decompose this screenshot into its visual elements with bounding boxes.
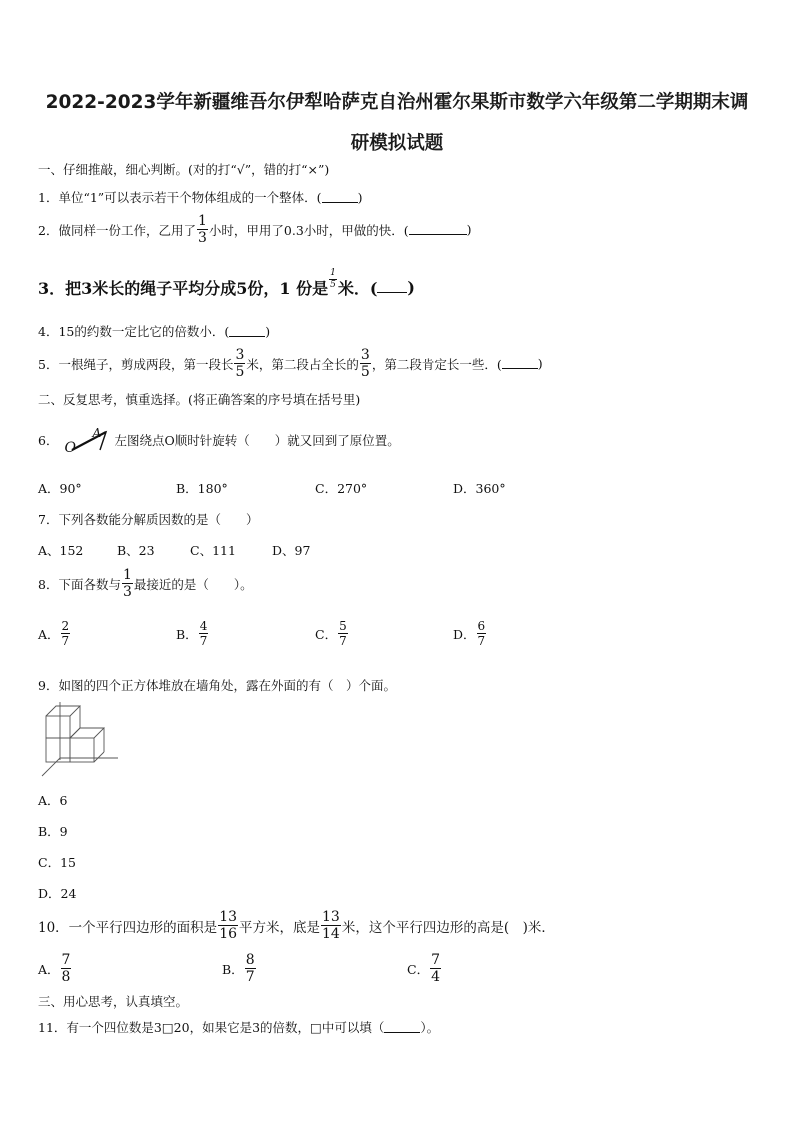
cubes-corner-figure [36,700,126,780]
question-6-text: 左图绕点O顺时针旋转（ ）就又回到了原位置。 [114,433,400,448]
question-10-pre: 10．一个平行四边形的面积是 [38,919,218,936]
question-8-pre: 8．下面各数与 [38,576,121,592]
point-a-label: A [92,426,102,440]
fraction [61,620,71,647]
fraction [360,348,371,379]
numerator: 1 [330,268,336,278]
paren-close: ）。 [420,1020,440,1035]
option-c[interactable] [407,953,442,984]
numerator: 4 [199,619,208,633]
option-a[interactable] [38,953,72,984]
question-10-post: 米，这个平行四边形的高是( )米． [341,919,555,936]
denominator: 16 [219,926,238,942]
numerator: 13 [219,909,238,925]
numerator: 13 [322,909,340,925]
answer-blank[interactable] [384,1022,420,1033]
option-label: A． [38,626,60,642]
page-title: 2022-2023学年新疆维吾尔伊犁哈萨克自治州霍尔果斯市数学六年级第二学期期末调 [45,92,749,113]
question-10-mid: 平方米，底是 [239,919,321,936]
answer-blank[interactable] [322,192,358,203]
question-4 [38,322,270,340]
denominator: 3 [122,584,132,600]
denominator: 8 [61,969,71,985]
paren-close: ) [537,356,543,371]
option-d[interactable]: D．24 [38,886,77,901]
denominator: 5 [235,364,245,380]
fraction [199,620,209,647]
section-3-heading: 三、用心思考，认真填空。 [38,994,189,1009]
option-label: A． [38,961,60,977]
option-label: B． [176,626,198,642]
question-5-post: ，第二段肯定长一些．( [371,356,502,372]
denominator: 14 [322,926,340,942]
paren-close: ) [265,323,271,339]
denominator: 4 [431,969,440,985]
paren-close: ) [357,189,363,205]
fraction [122,568,133,599]
numerator: 2 [61,619,70,633]
answer-blank[interactable] [377,282,407,293]
question-6-number: 6． [38,433,59,448]
section-1-heading: 一、仔细推敲，细心判断。(对的打“√”，错的打“×”) [38,162,330,177]
numerator: 1 [197,213,207,229]
question-9: 9．如图的四个正方体堆放在墙角处，露在外面的有（ ）个面。 [38,678,396,693]
option-b[interactable]: B、23 [117,543,155,558]
option-a[interactable]: A、152 [38,543,84,558]
option-b[interactable] [222,953,257,984]
denominator: 5 [330,280,336,290]
answer-blank[interactable] [229,326,265,337]
option-label: C． [407,961,430,977]
fraction [234,348,245,379]
answer-blank[interactable] [409,224,467,235]
denominator: 7 [339,634,347,648]
question-3-pre: 3．把3米长的绳子平均分成5份，1 份是 [38,279,329,298]
option-a[interactable] [38,620,71,647]
fraction [338,620,348,647]
question-2-pre: 2．做同样一份工作，乙用了 [38,222,196,238]
option-c[interactable]: C．15 [38,855,76,870]
question-3-post: 米．( [337,279,378,298]
question-8 [38,568,253,599]
section-2-heading: 二、反复思考，慎重选择。(将正确答案的序号填在括号里) [38,392,361,407]
question-10 [38,910,555,941]
point-o-label: O [64,440,76,456]
numerator: 8 [245,952,255,968]
option-a[interactable]: A．6 [38,793,68,808]
numerator: 1 [122,567,132,583]
question-3 [38,268,415,299]
option-d[interactable]: D．360° [453,481,506,496]
numerator: 5 [339,619,347,633]
option-label: D． [453,626,476,642]
paren-close: ) [466,222,472,237]
option-b[interactable]: B．180° [176,481,228,496]
question-5-mid: 米，第二段占全长的 [246,356,359,372]
option-d[interactable] [453,620,487,647]
option-c[interactable] [315,620,349,647]
option-c[interactable]: C．270° [315,481,368,496]
option-b[interactable]: B．9 [38,824,68,839]
answer-blank[interactable] [502,358,538,369]
denominator: 7 [61,634,70,648]
fraction [477,620,487,647]
denominator: 7 [199,634,208,648]
denominator: 5 [360,364,370,380]
question-2 [38,214,472,245]
question-1 [38,188,362,206]
option-a[interactable]: A．90° [38,481,82,496]
option-d[interactable]: D、97 [272,543,311,558]
numerator: 6 [477,619,486,633]
question-4-text: 4．15的约数一定比它的倍数小．( [38,324,230,339]
rotation-figure [66,424,110,456]
question-2-post: 小时，甲用了0.3小时，甲做的快．( [208,222,409,238]
question-7: 7．下列各数能分解质因数的是（ ） [38,512,259,527]
question-1-text: 1．单位“1”可以表示若干个物体组成的一个整体．( [38,190,322,205]
denominator: 7 [477,634,486,648]
fraction [245,953,256,984]
question-5 [38,348,543,379]
option-label: C． [315,626,338,642]
question-5-pre: 5．一根绳子，剪成两段，第一段长 [38,356,234,372]
option-label: B． [222,961,244,977]
fraction [321,910,341,941]
numerator: 7 [61,952,71,968]
question-11-text: 11．有一个四位数是3□20，如果它是3的倍数，□中可以填（ [38,1020,385,1035]
page-title-line2: 研模拟试题 [350,133,444,154]
question-6 [38,424,400,456]
fraction [329,269,337,290]
fraction [218,910,238,941]
fraction [61,953,72,984]
numerator: 3 [360,347,370,363]
question-8-post: 最接近的是（ ）。 [133,576,253,592]
fraction [430,953,441,984]
paren-close: ) [407,278,415,297]
option-c[interactable]: C、111 [190,543,236,558]
fraction [197,214,208,245]
numerator: 3 [235,347,245,363]
numerator: 7 [431,952,440,968]
denominator: 7 [245,969,255,985]
question-11 [38,1018,439,1036]
denominator: 3 [197,230,207,246]
option-b[interactable] [176,620,209,647]
